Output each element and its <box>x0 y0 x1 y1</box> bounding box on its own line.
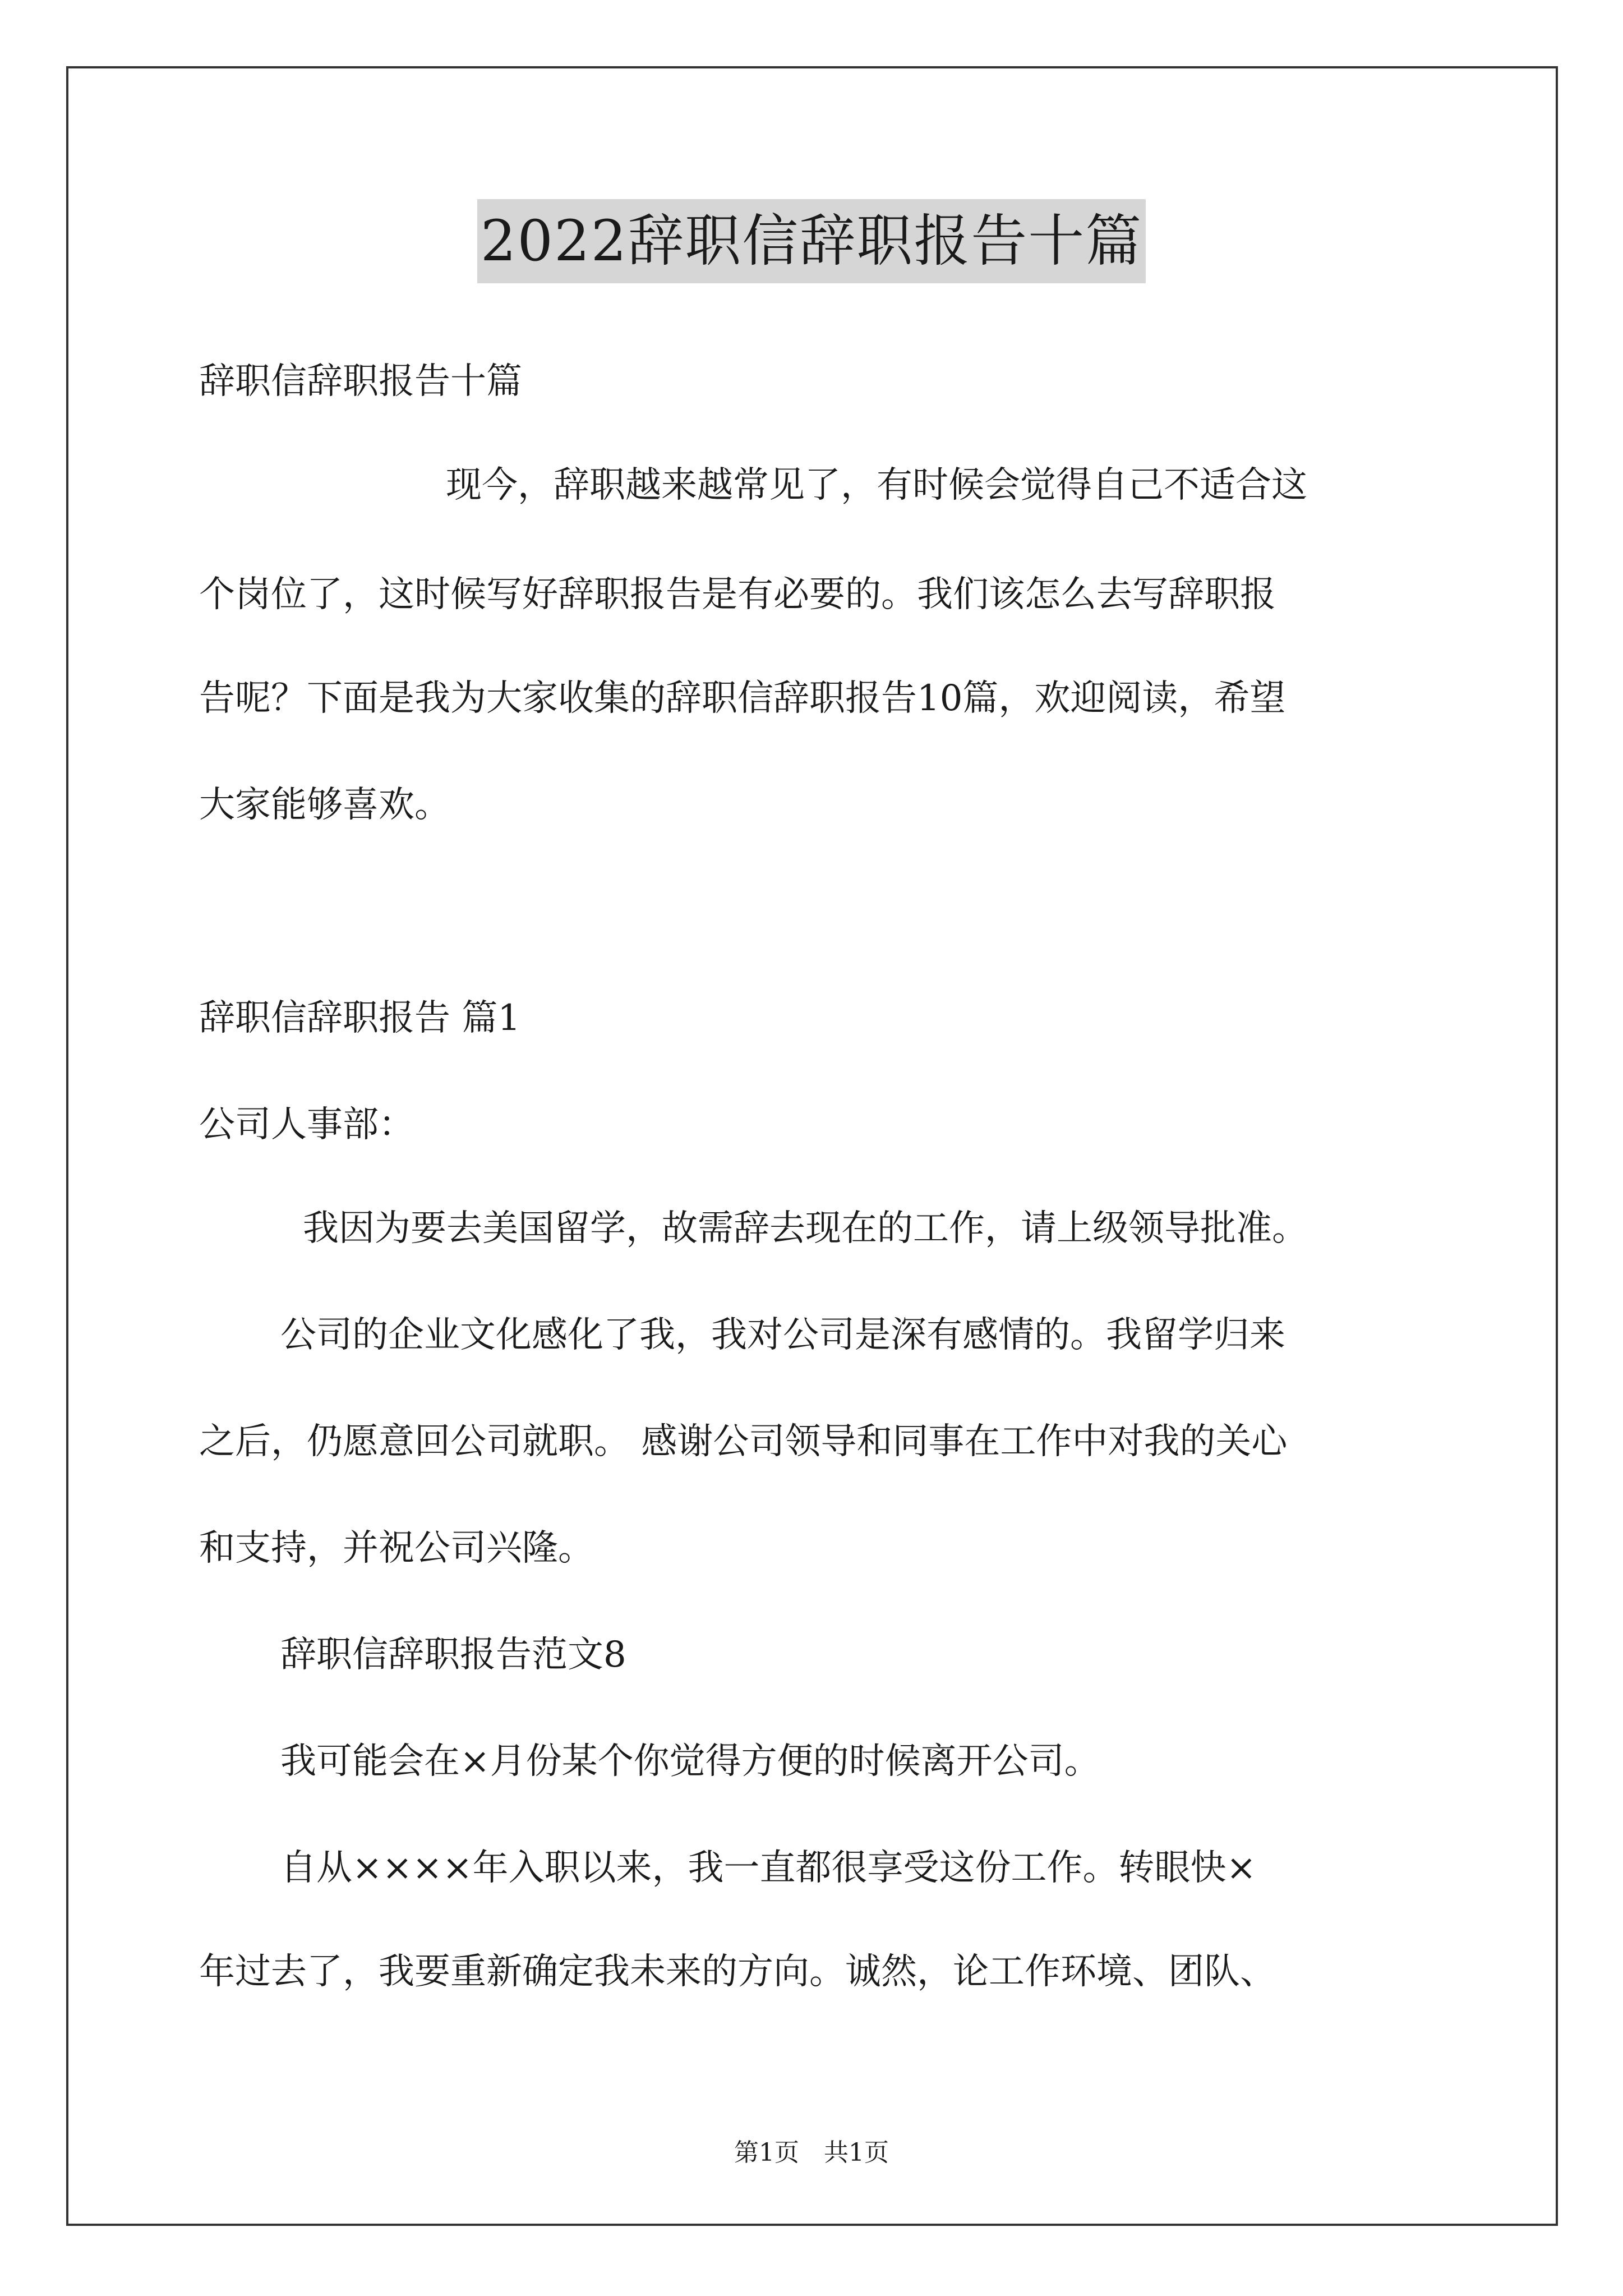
paragraph-line: 告呢？下面是我为大家收集的辞职信辞职报告10篇，欢迎阅读，希望 <box>199 678 1286 719</box>
paragraph-line: 年过去了，我要重新确定我未来的方向。诚然，论工作环境、团队、 <box>199 1951 1276 1993</box>
paragraph-line: 大家能够喜欢。 <box>199 784 450 826</box>
paragraph-line: 我可能会在×月份某个你觉得方便的时候离开公司。 <box>280 1741 1100 1782</box>
paragraph-line: 和支持，并祝公司兴隆。 <box>199 1527 594 1569</box>
subtitle-line: 辞职信辞职报告十篇 <box>199 361 522 402</box>
paragraph-line: 自从××××年入职以来，我一直都很享受这份工作。转眼快× <box>280 1847 1257 1889</box>
section-heading: 辞职信辞职报告 篇1 <box>199 997 521 1039</box>
paragraph-line: 之后，仍愿意回公司就职。 感谢公司领导和同事在工作中对我的关心 <box>199 1421 1288 1462</box>
document-title: 2022辞职信辞职报告十篇 <box>477 199 1146 283</box>
page-footer: 第1页 共1页 <box>734 2138 889 2167</box>
section-heading: 辞职信辞职报告范文8 <box>280 1634 626 1676</box>
paragraph-line: 现今，辞职越来越常见了，有时候会觉得自己不适合这 <box>446 464 1307 506</box>
paragraph-line: 个岗位了，这时候写好辞职报告是有必要的。我们该怎么去写辞职报 <box>199 574 1276 615</box>
paragraph-line: 我因为要去美国留学，故需辞去现在的工作，请上级领导批准。 <box>303 1208 1308 1249</box>
paragraph-line: 公司的企业文化感化了我，我对公司是深有感情的。我留学归来 <box>280 1314 1285 1356</box>
title-container <box>0 199 1623 283</box>
salutation-line: 公司人事部： <box>199 1104 414 1145</box>
